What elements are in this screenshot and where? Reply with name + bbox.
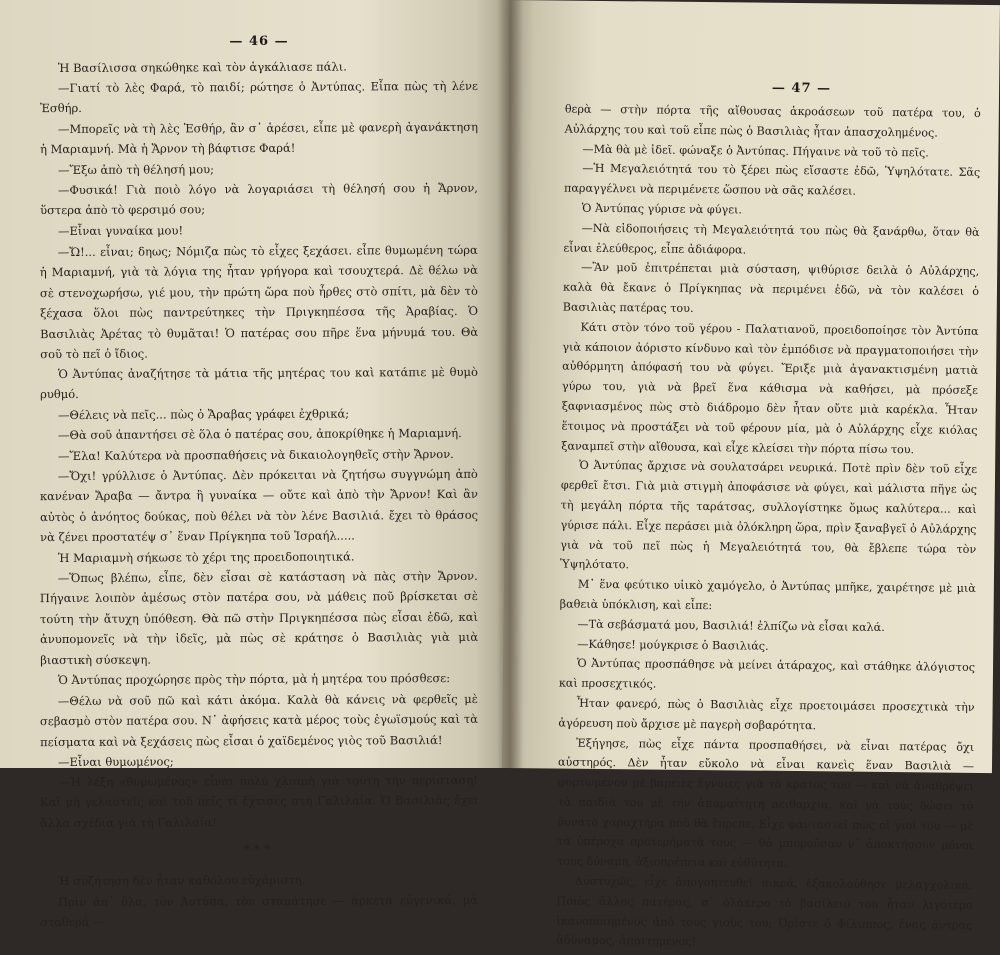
paragraph: Ἦταν φανερό, πὼς ὁ Βασιλιὰς εἶχε προετοιμάσει προσεχτικὰ τὴν ἀγόρευση ποὺ ἄρχισε μὲ παγερὴ σοβαρότητα. — [558, 696, 975, 732]
right-page — [502, 0, 1000, 949]
paragraph: θερὰ — στὴν πόρτα τῆς αἴθουσας ἀκροάσεων τοῦ πατέρα του, ὁ Αὐλάρχης του καὶ τοῦ εἶπε πὼς ὁ Βασιλιὰς ἦταν ἀπασχολημένος. — [564, 102, 981, 140]
section-break: *** — [243, 842, 275, 857]
paragraph: —Ἔξω ἀπὸ τὴ θέλησή μου; — [57, 162, 215, 178]
paragraph: Ὁ Ἀντύπας ἄρχισε νὰ σουλατσάρει νευρικά. Ποτὲ πρὶν δὲν τοῦ εἶχε φερθεῖ ἔτσι. Γιὰ μιὰ στιγμὴ ἀποφάσισε νὰ φύγει, καὶ μάλιστα πῆγε ὡς τὴ μεγάλη πόρτα τῆς ταράτσας, συλλογίστηκε ὅμως καλύτερα... καὶ γύρισε πάλι. Εἶχε περάσει μιὰ ὁλόκληρη ὥρα, πρὶν ξαναβγεῖ ὁ Αὐλάρχης γιὰ νὰ τοῦ πεῖ πὼς ἡ Μεγαλειότητά του, θὰ ἔβλεπε τώρα τὸν Ὑψηλότατο. — [560, 459, 978, 572]
paragraph: —Εἶναι γυναίκα μου! — [57, 223, 184, 239]
book-gutter — [497, 0, 523, 768]
paragraph: —Ἡ Μεγαλειότητά του τὸ ξέρει πὼς εἴσαστε ἐδῶ, Ὑψηλότατε. Σᾶς παραγγέλνει νὰ περιμένετε ὥσπου νὰ σᾶς καλέσει. — [563, 162, 981, 198]
page-text-closing — [40, 870, 478, 931]
paragraph: Ὁ Ἀντύπας ἀναζήτησε τὰ μάτια τῆς μητέρας του καὶ κατάπιε μὲ θυμὸ ρυθμό. — [40, 364, 478, 402]
paragraph: —Κάθησε! μούγκρισε ὁ Βασιλιάς. — [577, 637, 769, 653]
paragraph: Ἡ Βασίλισσα σηκώθηκε καὶ τὸν ἀγκάλιασε πάλι. — [57, 59, 347, 76]
paragraph: —Ὅπως βλέπω, εἶπε, δὲν εἶσαι σὲ κατάσταση νὰ πὰς στὴν Ἄρνον. Πήγαινε λοιπὸν ἀμέσως στὸν πατέρα σου, νὰ μάθεις ποῦ βρίσκεται σὲ τούτη τὴν ἄτυχη ὑπόθεση. Θὰ πῶ στὴν Πριγκηπέσσα πὼς εἶσαι ἐδῶ, καὶ ἀνυπομονεῖς νὰ τὴν ἰδεῖς, μὰ πὼς σὲ κράτησε ὁ Βασιλιὰς γιὰ μιὰ βιαστικὴ σύσκεψη. — [39, 569, 479, 667]
paragraph: —Εἶναι θυμωμένος; — [57, 754, 174, 769]
paragraph: —Ὤ!... εἶναι; δηως; Νόμιζα πὼς τὸ εἶχες ξεχάσει. εἶπε θυμωμένη τώρα ἡ Μαριαμνή, γιὰ τὰ λόγια της ἦταν γρήγορα καὶ τσουχτερά. Δὲ θέλω νὰ σὲ στενοχωρήσω, γιέ μου, τὴν πρώτη ὥρα ποὺ ἦρθες στὸ σπίτι, μὰ δὲν τὸ ξέχασα ὅλοι πὼς παντρεύτηκες τὴν Πριγκηπέσσα τῆς Ἀραβίας. Ὁ Βασιλιὰς Ἀρέτας τὸ θυμᾶται! Ὁ πατέρας σου πῆρε ἕνα μήνυμά του. Θὰ σοῦ τὸ πεῖ ὁ ἴδιος. — [39, 242, 479, 361]
paragraph: —Θὰ σοῦ ἀπαντήσει σὲ ὅλα ὁ πατέρας σου, ἀποκρίθηκε ἡ Μαριαμνή. — [57, 426, 462, 443]
paragraph: —Ἂν μοῦ ἐπιτρέπεται μιὰ σύσταση, ψιθύρισε δειλὰ ὁ Αὐλάρχης, καλὰ θὰ ἔκανε ὁ Πρίγκηπας νὰ περιμένει ἐδῶ, νὰ τὸν καλέσει ὁ Βασιλιὰς πατέρας του. — [562, 261, 980, 315]
paragraph: —Νὰ εἰδοποιήσεις τὴ Μεγαλειότητά του πὼς θὰ ξανάρθω, ὅταν θὰ εἶναι ἐλεύθερος, εἶπε ἀδιάφορα. — [563, 221, 980, 257]
paragraph: —Ἔλα! Καλύτερα νὰ προσπαθήσεις νὰ δικαιολογηθεῖς στὴν Ἄρνον. — [57, 446, 454, 463]
paragraph: Δυστυχῶς, εἶχε ἀπογοητευθεῖ πικρά, ἐξακολούθησε μελαγχολικά. Ποιὸς ἄλλος πατέρας, σ᾽ ὁλάκερο τὸ βασίλειό του ἦταν λιγότερο ἱκανοποιημένος ἀπὸ τοὺς γιοὺς του; Ὁρίστε ὁ Φίλιππος, ἕνας ἄντρας ἀδύναμος, ἀπαιτημένος! — [556, 874, 973, 949]
page-number: — 47 — — [771, 80, 832, 97]
paragraph: —Φυσικά! Γιὰ ποιὸ λόγο νὰ λογαριάσει τὴ θέλησή σου ἡ Ἄρνον, ὕστερα ἀπὸ τὸ φερσιμό σου; — [40, 181, 478, 218]
page-text — [40, 57, 478, 832]
paragraph: —Τὰ σεβάσματά μου, Βασιλιά! ἐλπίζω νὰ εἶσαι καλά. — [577, 617, 885, 634]
paragraph: —Γιατί τὸ λὲς Φαρά, τὸ παιδί; ρώτησε ὁ Ἀντύπας. Εἶπα πὼς τὴ λένε Ἐσθήρ. — [40, 79, 478, 116]
paragraph: Μ᾽ ἕνα φεύτικο υἱικὸ χαμόγελο, ὁ Ἀντύπας μπῆκε, χαιρέτησε μὲ μιὰ βαθειὰ ὑπόκλιση, καὶ εἶπε: — [559, 577, 976, 613]
paragraph: —Μὰ θὰ μὲ ἰδεῖ. φώναξε ὁ Ἀντύπας. Πήγαινε νὰ τοῦ τὸ πεῖς. — [582, 142, 929, 159]
paragraph: —Θέλεις νὰ πεῖς... πὼς ὁ Ἄραβας γράφει ἐχθρικά; — [57, 406, 350, 422]
paragraph: Ὁ Ἀντύπας γύρισε νὰ φύγει. — [581, 201, 743, 217]
paragraph: Κάτι στὸν τόνο τοῦ γέρου - Παλατιανοῦ, προειδοποίησε τὸν Ἀντύπα γιὰ κάποιον ἀόριστο κίνδυνο καὶ τὸν ἐμπόδισε νὰ πραγματοποιήσει τὴν αὐθόρμητη ἀπόφασή του νὰ φύγει. Ἔριξε μιὰ ἀγανακτισμένη ματιὰ γύρω του, γιὰ νὰ βρεῖ ἕνα κάθισμα νὰ καθήσει, μὰ πρόσεξε ξαφνιασμένος πὼς στὸ διάδρομο δὲν ἦταν οὔτε μιὰ καρέκλα. Ἦταν ἕτοιμος νὰ προστάξει νὰ τοῦ φέρουν μία, μὰ ὁ Αὐλάρχης εἶχε κιόλας ξαναμπεῖ στὴν αἴθουσα, καὶ εἶχε κλείσει τὴν πόρτα πίσω του. — [561, 320, 979, 456]
left-page — [0, 0, 510, 930]
paragraph: —Ἡ λέξη «θυμωμένος» εἶναι πολὺ χλιαρὴ γιὰ τούτη τὴν περίσταση! Καὶ μὴ γελαστεῖς καὶ τοῦ πεῖς τί ἔχτισες στὴ Γαλιλαία. Ὁ Βασιλιὰς ἔχει ἄλλα σχέδια γιὰ τὴ Γαλιλαία! — [39, 773, 479, 831]
paragraph: Πρὶν ἀπ᾽ ὅλα, τὸν Ἀντύπα, τὸν σταμάτησε — ἀρκετὰ εὐγενικά, μὰ σταθερά — — [40, 892, 478, 930]
page-text — [556, 100, 981, 955]
paragraph: —Μπορεῖς νὰ τὴ λὲς Ἐσθήρ, ἂν σ᾽ ἀρέσει, εἶπε μὲ φανερὴ ἀγανάκτηση ἡ Μαριαμνή. Μὰ ἡ Ἄρνον τὴ βάφτισε Φαρά! — [40, 120, 478, 157]
paragraph: Ὁ Ἀντύπας προχώρησε πρὸς τὴν πόρτα, μὰ ἡ μητέρα του πρόσθεσε: — [57, 671, 451, 688]
paragraph: Ἡ συζήτηση δὲν ἦταν καθόλου εὐχάριστη. — [57, 873, 306, 889]
paragraph: Ἐξήγησε, πὼς εἶχε πάντα προσπαθήσει, νὰ εἶναι πατέρας ὄχι αὐστηρός. Δὲν ἦταν εὔκολο νὰ εἶναι κανεὶς ἕναν Βασιλιὰ — φορτωμένον μὲ βαρειὲς ἔγνοιες γιὰ τὸ κράτος του — καὶ νὰ ἀναθρέψει τὰ παιδιά του μὲ τὴν ἀπαραίτητη πειθαρχία, καὶ νὰ τούς δώσει τὸ δυνατὸ χαραχτήρα ποὺ θὰ ἔπρεπε. Εἶχε φανταστεῖ πὼς οἱ γιοί του — μὲ τὰ ὑπέροχα προτερήματά τους — θὰ μποροῦσαν ν᾽ ἀποκτήσουν μόνοι τους δύναμη, ἀξιοπρέπεια καὶ εὐθύτητα. — [556, 736, 975, 871]
page-number: — 46 — — [229, 34, 289, 49]
paragraph: —Θέλω νὰ σοῦ πῶ καὶ κάτι ἀκόμα. Καλὰ θὰ κάνεις νὰ φερθεῖς μὲ σεβασμὸ στὸν πατέρα σου. Ν᾽ ἀφήσεις κατὰ μέρος τοὺς ἐγωϊσμούς καὶ τὰ πείσματα καὶ νὰ ξεχάσεις πὼς εἶσαι ὁ χαϊδεμένος γιὸς τοῦ Βασιλιά! — [39, 691, 479, 749]
paragraph: Ἡ Μαριαμνὴ σήκωσε τὸ χέρι της προειδοποιητικά. — [57, 549, 355, 565]
paragraph: —Ὄχι! γρύλλισε ὁ Ἀντύπας. Δὲν πρόκειται νὰ ζητήσω συγγνώμη ἀπὸ κανέναν Ἄραβα — ἄντρα ἢ γυναίκα — οὔτε καὶ ἀπὸ τὴν Ἄρνον! Καὶ ἂν αὐτὸς ὁ ἀνόητος δούκας, ποὺ θέλει νὰ τὸν λένε Βασιλιά. ἔχει τὸ θράσος νὰ ζένει προστατέψ σ᾽ ἕναν Πρίγκηπα τοῦ Ἰσραήλ..... — [39, 466, 479, 545]
paragraph: Ὁ Ἀντύπας προσπάθησε νὰ μείνει ἀτάραχος, καὶ στάθηκε ἀλόγιστος καὶ προσεχτικός. — [558, 657, 976, 691]
